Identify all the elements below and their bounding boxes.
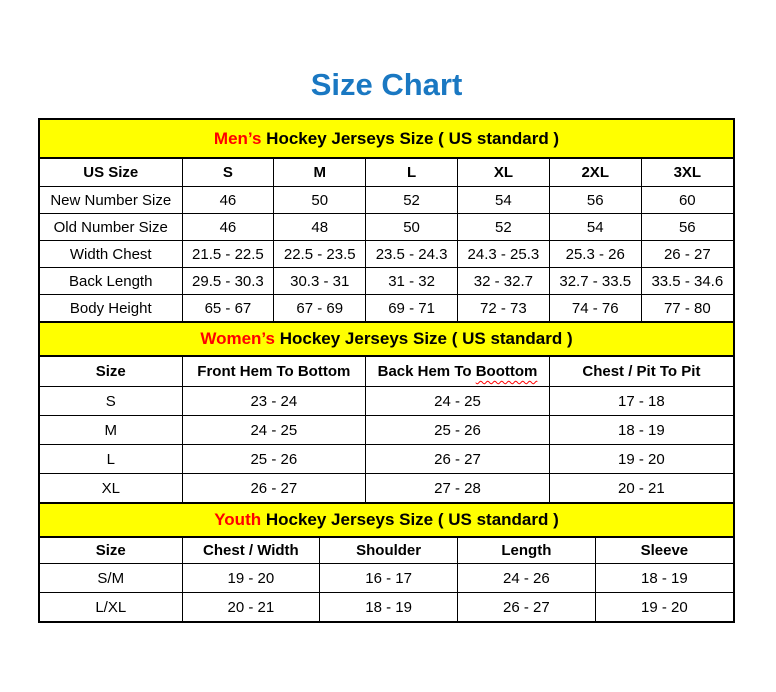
size-value: 25 - 26 [182, 445, 366, 474]
table-row [40, 593, 733, 622]
table-row [40, 187, 733, 214]
size-value: 18 - 19 [320, 593, 458, 622]
size-value: 52 [457, 214, 549, 241]
size-value: 33.5 - 34.6 [641, 268, 733, 295]
size-value: 26 - 27 [458, 593, 596, 622]
size-value: 19 - 20 [595, 593, 733, 622]
misspelled-word: Boottom [475, 363, 538, 380]
row-label: Back Length [40, 268, 182, 295]
row-label: S [40, 387, 182, 416]
mens-header-row [40, 159, 733, 187]
size-value: 72 - 73 [457, 295, 549, 322]
size-value: 18 - 19 [549, 416, 733, 445]
size-value: 48 [274, 214, 366, 241]
column-header: US Size [40, 159, 182, 187]
size-value: 74 - 76 [549, 295, 641, 322]
size-value: 54 [457, 187, 549, 214]
row-label: Width Chest [40, 241, 182, 268]
table-row [40, 214, 733, 241]
size-value: 16 - 17 [320, 564, 458, 593]
youth-banner-highlight: Youth [214, 510, 262, 529]
size-value: 31 - 32 [366, 268, 458, 295]
size-value: 19 - 20 [549, 445, 733, 474]
column-header: 2XL [549, 159, 641, 187]
size-value: 26 - 27 [641, 241, 733, 268]
size-value: 46 [182, 214, 274, 241]
table-row [40, 474, 733, 503]
column-header: Size [40, 357, 182, 387]
womens-banner-highlight: Women’s [200, 329, 275, 348]
size-value: 77 - 80 [641, 295, 733, 322]
size-value: 17 - 18 [549, 387, 733, 416]
table-row [40, 295, 733, 322]
table-row [40, 445, 733, 474]
column-header: Chest / Width [182, 538, 320, 564]
youth-banner-text: Hockey Jerseys Size ( US standard ) [261, 510, 559, 529]
size-value: 21.5 - 22.5 [182, 241, 274, 268]
column-header: Sleeve [595, 538, 733, 564]
size-value: 25 - 26 [366, 416, 550, 445]
mens-banner-text: Hockey Jerseys Size ( US standard ) [261, 128, 560, 148]
size-value: 26 - 27 [182, 474, 366, 503]
size-value: 20 - 21 [549, 474, 733, 503]
column-header: Chest / Pit To Pit [549, 357, 733, 387]
table-row [40, 268, 733, 295]
size-value: 56 [641, 214, 733, 241]
page-title: Size Chart [310, 67, 463, 102]
youth-header-row [40, 538, 733, 564]
womens-banner-text: Hockey Jerseys Size ( US standard ) [274, 329, 573, 348]
size-value: 50 [274, 187, 366, 214]
row-label: M [40, 416, 182, 445]
row-label: Old Number Size [40, 214, 182, 241]
table-row [40, 387, 733, 416]
size-value: 65 - 67 [182, 295, 274, 322]
column-header: Shoulder [320, 538, 458, 564]
size-value: 26 - 27 [366, 445, 550, 474]
column-header: Length [458, 538, 596, 564]
size-value: 24 - 26 [458, 564, 596, 593]
column-header: 3XL [641, 159, 733, 187]
size-value: 19 - 20 [182, 564, 320, 593]
row-label: XL [40, 474, 182, 503]
youth-size-table [40, 538, 733, 621]
size-value: 50 [366, 214, 458, 241]
row-label: New Number Size [40, 187, 182, 214]
size-value: 18 - 19 [595, 564, 733, 593]
row-label: Body Height [40, 295, 182, 322]
mens-banner-highlight: Men’s [213, 128, 262, 148]
column-header: L [366, 159, 458, 187]
size-value: 67 - 69 [274, 295, 366, 322]
youth-section-banner [40, 502, 733, 538]
size-value: 54 [549, 214, 641, 241]
womens-size-table [40, 357, 733, 502]
size-value: 29.5 - 30.3 [182, 268, 274, 295]
size-value: 23 - 24 [182, 387, 366, 416]
column-header-text: Back Hem To [377, 363, 476, 380]
size-value: 32 - 32.7 [457, 268, 549, 295]
size-value: 24 - 25 [366, 387, 550, 416]
size-value: 32.7 - 33.5 [549, 268, 641, 295]
table-row [40, 416, 733, 445]
size-value: 22.5 - 23.5 [274, 241, 366, 268]
column-header: Size [40, 538, 182, 564]
row-label: L [40, 445, 182, 474]
womens-header-row [40, 357, 733, 387]
column-header: Front Hem To Bottom [182, 357, 366, 387]
column-header: M [274, 159, 366, 187]
size-value: 56 [549, 187, 641, 214]
size-value: 24 - 25 [182, 416, 366, 445]
size-value: 23.5 - 24.3 [366, 241, 458, 268]
size-value: 46 [182, 187, 274, 214]
size-value: 25.3 - 26 [549, 241, 641, 268]
column-header: S [182, 159, 274, 187]
size-value: 69 - 71 [366, 295, 458, 322]
size-value: 30.3 - 31 [274, 268, 366, 295]
row-label: S/M [40, 564, 182, 593]
column-header: XL [457, 159, 549, 187]
column-header [366, 357, 550, 387]
womens-section-banner [40, 321, 733, 357]
table-row [40, 241, 733, 268]
size-value: 60 [641, 187, 733, 214]
mens-section-banner [40, 120, 733, 159]
size-value: 24.3 - 25.3 [457, 241, 549, 268]
table-row [40, 564, 733, 593]
mens-size-table [40, 159, 733, 321]
size-chart [38, 118, 735, 623]
size-value: 20 - 21 [182, 593, 320, 622]
size-value: 52 [366, 187, 458, 214]
size-value: 27 - 28 [366, 474, 550, 503]
row-label: L/XL [40, 593, 182, 622]
